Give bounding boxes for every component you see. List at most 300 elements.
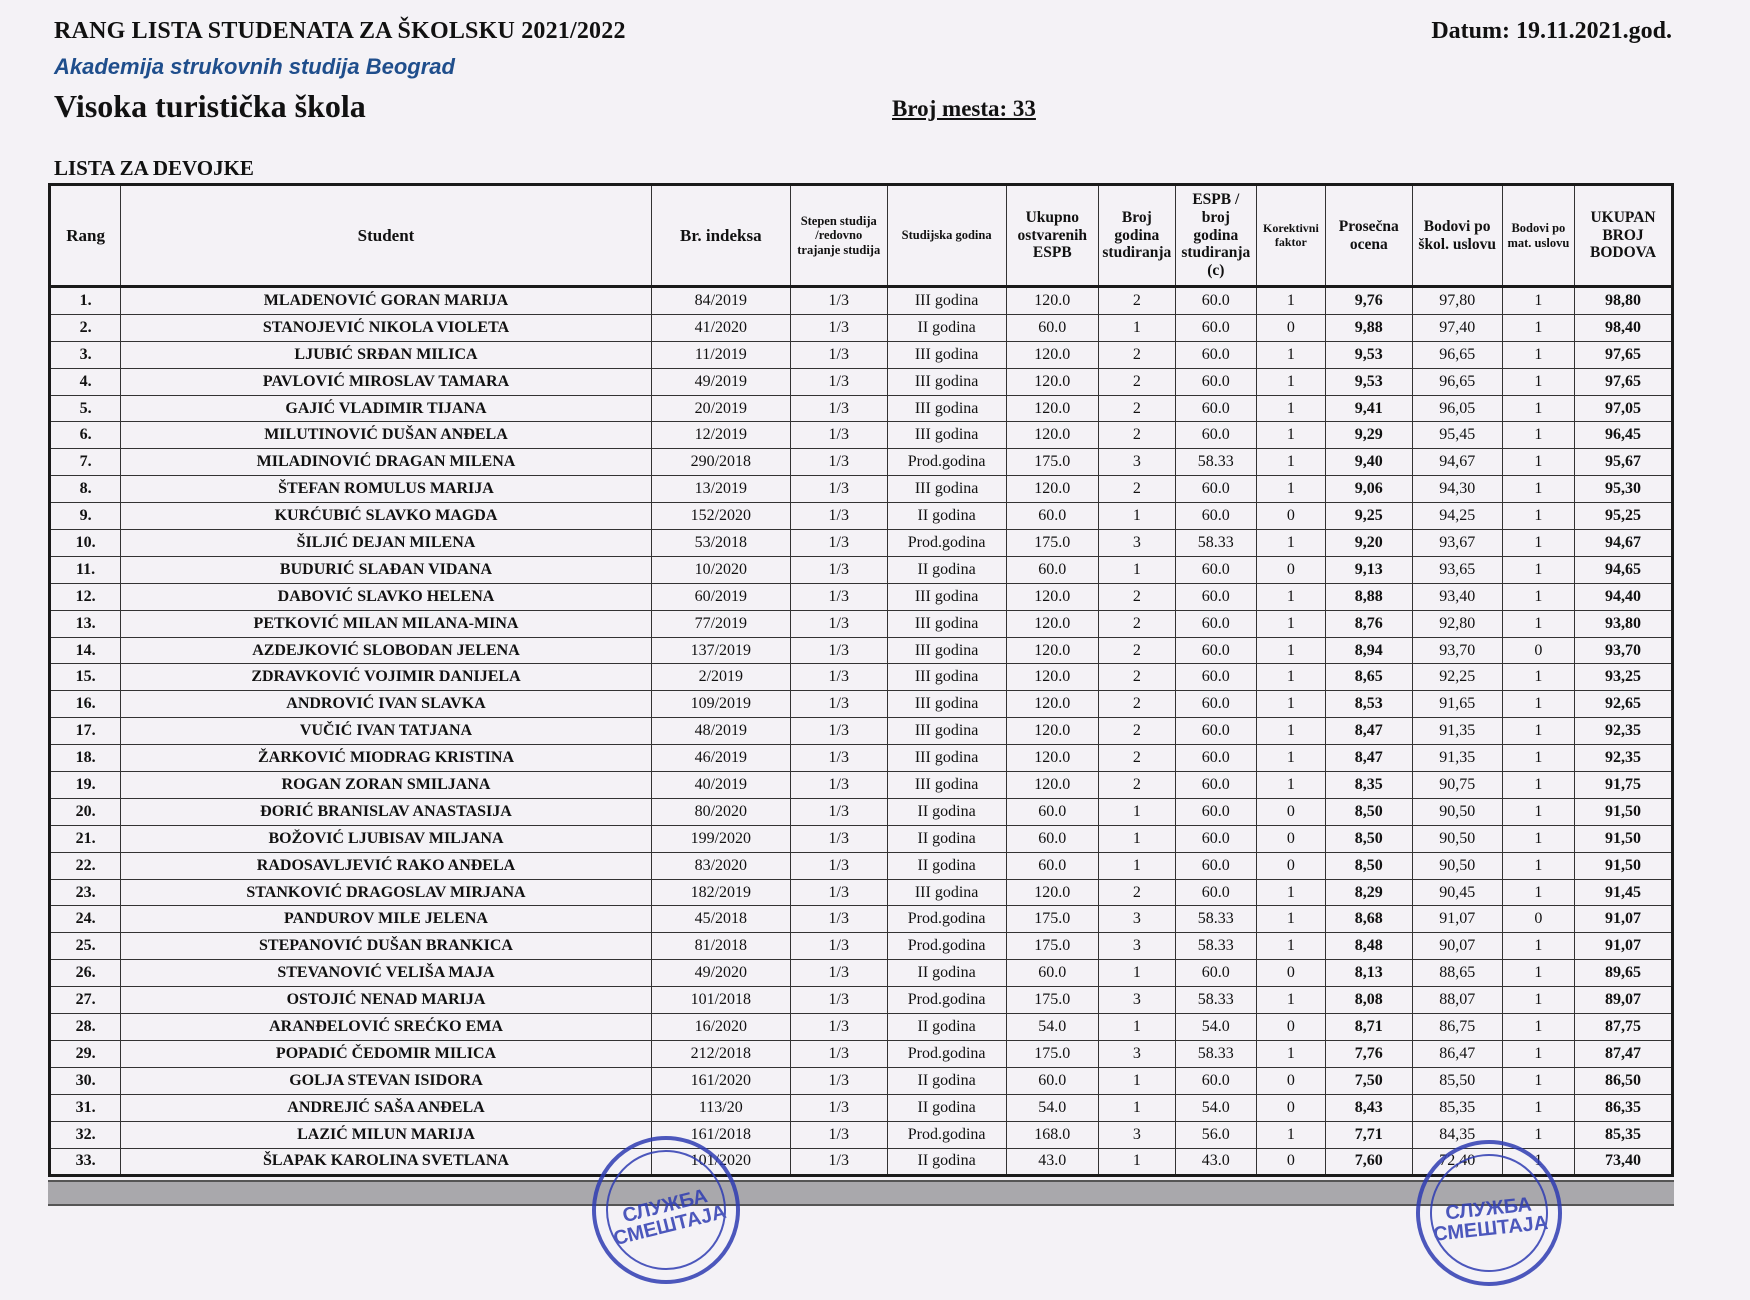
cell-stepen: 1/3 — [790, 368, 887, 395]
cell-broj-godina: 2 — [1098, 422, 1175, 449]
cell-espb: 175.0 — [1006, 987, 1098, 1014]
cell-stepen: 1/3 — [790, 583, 887, 610]
cell-stepen: 1/3 — [790, 503, 887, 530]
cell-espb: 120.0 — [1006, 718, 1098, 745]
cell-godina: Prod.godina — [887, 906, 1006, 933]
cell-korektivni: 1 — [1256, 933, 1325, 960]
cell-korektivni: 1 — [1256, 476, 1325, 503]
header-student: Student — [121, 185, 652, 287]
cell-bodovi-skol: 91,35 — [1412, 745, 1502, 772]
cell-bodovi-mat: 1 — [1502, 960, 1574, 987]
cell-espb: 175.0 — [1006, 906, 1098, 933]
cell-rang: 19. — [50, 772, 121, 799]
table-row — [50, 745, 1673, 772]
cell-stepen: 1/3 — [790, 825, 887, 852]
cell-stepen: 1/3 — [790, 1014, 887, 1041]
cell-godina: II godina — [887, 1148, 1006, 1176]
cell-student: LJUBIĆ SRĐAN MILICA — [121, 341, 652, 368]
cell-godina: III godina — [887, 583, 1006, 610]
table-row — [50, 960, 1673, 987]
cell-broj-godina: 2 — [1098, 879, 1175, 906]
cell-espb: 120.0 — [1006, 476, 1098, 503]
cell-rang: 25. — [50, 933, 121, 960]
cell-stepen: 1/3 — [790, 610, 887, 637]
cell-stepen: 1/3 — [790, 798, 887, 825]
cell-prosek: 8,53 — [1325, 691, 1412, 718]
cell-espb-po-godini: 60.0 — [1175, 825, 1256, 852]
cell-espb: 120.0 — [1006, 368, 1098, 395]
cell-ukupno: 94,40 — [1575, 583, 1673, 610]
cell-indeks: 10/2020 — [651, 556, 790, 583]
cell-indeks: 53/2018 — [651, 530, 790, 557]
cell-indeks: 77/2019 — [651, 610, 790, 637]
cell-student: AZDEJKOVIĆ SLOBODAN JELENA — [121, 637, 652, 664]
cell-espb-po-godini: 60.0 — [1175, 772, 1256, 799]
header-espb: Ukupno ostvarenih ESPB — [1006, 185, 1098, 287]
cell-bodovi-mat: 1 — [1502, 1040, 1574, 1067]
cell-indeks: 12/2019 — [651, 422, 790, 449]
cell-prosek: 8,35 — [1325, 772, 1412, 799]
cell-indeks: 101/2018 — [651, 987, 790, 1014]
cell-ukupno: 89,65 — [1575, 960, 1673, 987]
cell-ukupno: 91,07 — [1575, 906, 1673, 933]
cell-prosek: 8,71 — [1325, 1014, 1412, 1041]
cell-korektivni: 1 — [1256, 610, 1325, 637]
cell-student: ŠLAPAK KAROLINA SVETLANA — [121, 1148, 652, 1176]
cell-bodovi-skol: 93,65 — [1412, 556, 1502, 583]
cell-prosek: 8,47 — [1325, 718, 1412, 745]
cell-ukupno: 98,40 — [1575, 314, 1673, 341]
cell-godina: Prod.godina — [887, 1040, 1006, 1067]
cell-espb: 120.0 — [1006, 341, 1098, 368]
cell-student: ZDRAVKOVIĆ VOJIMIR DANIJELA — [121, 664, 652, 691]
cell-rang: 2. — [50, 314, 121, 341]
cell-godina: II godina — [887, 960, 1006, 987]
school-name: Visoka turistička škola — [54, 88, 366, 124]
cell-rang: 11. — [50, 556, 121, 583]
cell-godina: III godina — [887, 691, 1006, 718]
cell-espb-po-godini: 58.33 — [1175, 933, 1256, 960]
document-date: Datum: 19.11.2021.god. — [1431, 18, 1672, 44]
cell-espb: 175.0 — [1006, 933, 1098, 960]
cell-broj-godina: 1 — [1098, 960, 1175, 987]
cell-broj-godina: 3 — [1098, 987, 1175, 1014]
cell-rang: 29. — [50, 1040, 121, 1067]
cell-prosek: 9,20 — [1325, 530, 1412, 557]
header-broj-godina: Broj godina studiranja — [1098, 185, 1175, 287]
cell-godina: Prod.godina — [887, 933, 1006, 960]
cell-ukupno: 91,75 — [1575, 772, 1673, 799]
cell-rang: 10. — [50, 530, 121, 557]
cell-student: VUČIĆ IVAN TATJANA — [121, 718, 652, 745]
academy-name: Akademija strukovnih studija Beograd — [54, 54, 455, 79]
cell-espb-po-godini: 60.0 — [1175, 664, 1256, 691]
cell-korektivni: 0 — [1256, 960, 1325, 987]
cell-prosek: 8,50 — [1325, 852, 1412, 879]
cell-bodovi-mat: 1 — [1502, 583, 1574, 610]
cell-stepen: 1/3 — [790, 906, 887, 933]
table-row — [50, 287, 1673, 315]
table-row — [50, 1067, 1673, 1094]
cell-indeks: 11/2019 — [651, 341, 790, 368]
cell-ukupno: 97,65 — [1575, 341, 1673, 368]
cell-bodovi-skol: 72,40 — [1412, 1148, 1502, 1176]
cell-espb-po-godini: 60.0 — [1175, 852, 1256, 879]
cell-prosek: 8,08 — [1325, 987, 1412, 1014]
cell-indeks: 40/2019 — [651, 772, 790, 799]
cell-espb-po-godini: 56.0 — [1175, 1121, 1256, 1148]
cell-espb-po-godini: 60.0 — [1175, 610, 1256, 637]
table-row — [50, 395, 1673, 422]
cell-bodovi-skol: 96,65 — [1412, 368, 1502, 395]
cell-indeks: 48/2019 — [651, 718, 790, 745]
cell-broj-godina: 1 — [1098, 314, 1175, 341]
cell-bodovi-mat: 1 — [1502, 1067, 1574, 1094]
cell-rang: 3. — [50, 341, 121, 368]
table-row — [50, 476, 1673, 503]
table-header-row — [50, 185, 1673, 287]
cell-korektivni: 0 — [1256, 1014, 1325, 1041]
cell-prosek: 8,13 — [1325, 960, 1412, 987]
cell-rang: 32. — [50, 1121, 121, 1148]
cell-espb-po-godini: 60.0 — [1175, 422, 1256, 449]
cell-espb: 175.0 — [1006, 449, 1098, 476]
list-title: LISTA ZA DEVOJKE — [54, 156, 254, 180]
cell-espb: 60.0 — [1006, 960, 1098, 987]
cell-korektivni: 0 — [1256, 503, 1325, 530]
cell-bodovi-skol: 96,05 — [1412, 395, 1502, 422]
cell-indeks: 109/2019 — [651, 691, 790, 718]
cell-bodovi-skol: 92,80 — [1412, 610, 1502, 637]
header-stepen: Stepen studija /redovno trajanje studija — [790, 185, 887, 287]
cell-stepen: 1/3 — [790, 691, 887, 718]
cell-ukupno: 93,80 — [1575, 610, 1673, 637]
cell-stepen: 1/3 — [790, 449, 887, 476]
cell-indeks: 49/2020 — [651, 960, 790, 987]
cell-student: STANOJEVIĆ NIKOLA VIOLETA — [121, 314, 652, 341]
cell-ukupno: 92,35 — [1575, 745, 1673, 772]
cell-rang: 12. — [50, 583, 121, 610]
cell-student: ARANĐELOVIĆ SREĆKO EMA — [121, 1014, 652, 1041]
header-bodovi-mat: Bodovi po mat. uslovu — [1502, 185, 1574, 287]
cell-student: ŠILJIĆ DEJAN MILENA — [121, 530, 652, 557]
cell-bodovi-mat: 1 — [1502, 610, 1574, 637]
cell-godina: III godina — [887, 422, 1006, 449]
cell-ukupno: 95,67 — [1575, 449, 1673, 476]
cell-stepen: 1/3 — [790, 287, 887, 315]
cell-korektivni: 1 — [1256, 395, 1325, 422]
cell-bodovi-skol: 96,65 — [1412, 341, 1502, 368]
cell-bodovi-skol: 91,65 — [1412, 691, 1502, 718]
cell-espb-po-godini: 60.0 — [1175, 314, 1256, 341]
cell-espb-po-godini: 60.0 — [1175, 476, 1256, 503]
cell-broj-godina: 2 — [1098, 341, 1175, 368]
cell-rang: 31. — [50, 1094, 121, 1121]
cell-espb-po-godini: 60.0 — [1175, 798, 1256, 825]
cell-ukupno: 87,75 — [1575, 1014, 1673, 1041]
cell-espb-po-godini: 60.0 — [1175, 287, 1256, 315]
cell-bodovi-skol: 85,35 — [1412, 1094, 1502, 1121]
cell-indeks: 83/2020 — [651, 852, 790, 879]
cell-godina: Prod.godina — [887, 987, 1006, 1014]
cell-bodovi-skol: 91,07 — [1412, 906, 1502, 933]
cell-student: PAVLOVIĆ MIROSLAV TAMARA — [121, 368, 652, 395]
cell-korektivni: 1 — [1256, 906, 1325, 933]
cell-prosek: 8,76 — [1325, 610, 1412, 637]
cell-espb-po-godini: 43.0 — [1175, 1148, 1256, 1176]
cell-prosek: 9,13 — [1325, 556, 1412, 583]
table-row — [50, 718, 1673, 745]
cell-korektivni: 1 — [1256, 530, 1325, 557]
cell-stepen: 1/3 — [790, 637, 887, 664]
cell-indeks: 182/2019 — [651, 879, 790, 906]
cell-ukupno: 98,80 — [1575, 287, 1673, 315]
cell-rang: 28. — [50, 1014, 121, 1041]
table-row — [50, 637, 1673, 664]
cell-stepen: 1/3 — [790, 476, 887, 503]
cell-student: MILADINOVIĆ DRAGAN MILENA — [121, 449, 652, 476]
cell-prosek: 9,29 — [1325, 422, 1412, 449]
cell-espb-po-godini: 54.0 — [1175, 1014, 1256, 1041]
cell-korektivni: 1 — [1256, 422, 1325, 449]
cell-bodovi-skol: 90,50 — [1412, 852, 1502, 879]
cell-espb: 120.0 — [1006, 745, 1098, 772]
cell-broj-godina: 2 — [1098, 772, 1175, 799]
cell-bodovi-skol: 90,45 — [1412, 879, 1502, 906]
cell-bodovi-mat: 1 — [1502, 530, 1574, 557]
cell-espb: 120.0 — [1006, 772, 1098, 799]
cell-korektivni: 1 — [1256, 664, 1325, 691]
cell-bodovi-skol: 90,75 — [1412, 772, 1502, 799]
cell-ukupno: 97,05 — [1575, 395, 1673, 422]
cell-espb-po-godini: 60.0 — [1175, 341, 1256, 368]
cell-korektivni: 1 — [1256, 583, 1325, 610]
cell-godina: III godina — [887, 718, 1006, 745]
cell-indeks: 81/2018 — [651, 933, 790, 960]
cell-espb: 60.0 — [1006, 825, 1098, 852]
cell-rang: 5. — [50, 395, 121, 422]
cell-korektivni: 1 — [1256, 879, 1325, 906]
cell-student: ROGAN ZORAN SMILJANA — [121, 772, 652, 799]
cell-ukupno: 89,07 — [1575, 987, 1673, 1014]
table-row — [50, 1094, 1673, 1121]
header-godina: Studijska godina — [887, 185, 1006, 287]
cell-rang: 14. — [50, 637, 121, 664]
cell-bodovi-mat: 1 — [1502, 1014, 1574, 1041]
cell-godina: II godina — [887, 503, 1006, 530]
cell-student: BUDURIĆ SLAĐAN VIDANA — [121, 556, 652, 583]
cell-indeks: 41/2020 — [651, 314, 790, 341]
cell-godina: Prod.godina — [887, 449, 1006, 476]
cell-espb: 120.0 — [1006, 395, 1098, 422]
cell-student: MILUTINOVIĆ DUŠAN ANĐELA — [121, 422, 652, 449]
cell-broj-godina: 1 — [1098, 1148, 1175, 1176]
cell-indeks: 137/2019 — [651, 637, 790, 664]
cell-rang: 4. — [50, 368, 121, 395]
cell-godina: Prod.godina — [887, 530, 1006, 557]
cell-ukupno: 97,65 — [1575, 368, 1673, 395]
cell-indeks: 45/2018 — [651, 906, 790, 933]
cell-student: KURĆUBIĆ SLAVKO MAGDA — [121, 503, 652, 530]
cell-rang: 8. — [50, 476, 121, 503]
cell-godina: III godina — [887, 476, 1006, 503]
cell-rang: 17. — [50, 718, 121, 745]
cell-prosek: 8,47 — [1325, 745, 1412, 772]
cell-student: STEPANOVIĆ DUŠAN BRANKICA — [121, 933, 652, 960]
cell-espb: 43.0 — [1006, 1148, 1098, 1176]
cell-broj-godina: 2 — [1098, 287, 1175, 315]
cell-espb-po-godini: 60.0 — [1175, 718, 1256, 745]
cell-godina: II godina — [887, 825, 1006, 852]
cell-bodovi-mat: 1 — [1502, 933, 1574, 960]
cell-bodovi-mat: 1 — [1502, 556, 1574, 583]
cell-broj-godina: 3 — [1098, 933, 1175, 960]
cell-indeks: 16/2020 — [651, 1014, 790, 1041]
cell-bodovi-skol: 90,07 — [1412, 933, 1502, 960]
cell-espb-po-godini: 60.0 — [1175, 960, 1256, 987]
cell-godina: III godina — [887, 745, 1006, 772]
cell-ukupno: 86,50 — [1575, 1067, 1673, 1094]
cell-godina: III godina — [887, 879, 1006, 906]
cell-korektivni: 1 — [1256, 287, 1325, 315]
cell-bodovi-mat: 1 — [1502, 825, 1574, 852]
cell-rang: 13. — [50, 610, 121, 637]
cell-ukupno: 87,47 — [1575, 1040, 1673, 1067]
cell-ukupno: 91,45 — [1575, 879, 1673, 906]
cell-rang: 22. — [50, 852, 121, 879]
header-bodovi-skol: Bodovi po škol. uslovu — [1412, 185, 1502, 287]
cell-ukupno: 91,50 — [1575, 825, 1673, 852]
cell-espb: 120.0 — [1006, 583, 1098, 610]
cell-rang: 23. — [50, 879, 121, 906]
cell-indeks: 161/2020 — [651, 1067, 790, 1094]
cell-godina: II godina — [887, 314, 1006, 341]
cell-broj-godina: 2 — [1098, 664, 1175, 691]
cell-godina: Prod.godina — [887, 1121, 1006, 1148]
cell-broj-godina: 2 — [1098, 718, 1175, 745]
cell-stepen: 1/3 — [790, 745, 887, 772]
cell-broj-godina: 1 — [1098, 503, 1175, 530]
cell-prosek: 7,50 — [1325, 1067, 1412, 1094]
cell-bodovi-mat: 1 — [1502, 422, 1574, 449]
table-row — [50, 1121, 1673, 1148]
cell-espb: 120.0 — [1006, 610, 1098, 637]
cell-espb: 120.0 — [1006, 287, 1098, 315]
cell-ukupno: 92,35 — [1575, 718, 1673, 745]
cell-bodovi-mat: 0 — [1502, 637, 1574, 664]
cell-bodovi-mat: 1 — [1502, 772, 1574, 799]
cell-bodovi-skol: 88,65 — [1412, 960, 1502, 987]
cell-espb: 54.0 — [1006, 1094, 1098, 1121]
cell-espb-po-godini: 58.33 — [1175, 906, 1256, 933]
cell-prosek: 9,40 — [1325, 449, 1412, 476]
cell-ukupno: 91,07 — [1575, 933, 1673, 960]
cell-indeks: 20/2019 — [651, 395, 790, 422]
cell-bodovi-skol: 97,40 — [1412, 314, 1502, 341]
cell-rang: 1. — [50, 287, 121, 315]
cell-bodovi-mat: 1 — [1502, 987, 1574, 1014]
cell-bodovi-mat: 1 — [1502, 852, 1574, 879]
cell-stepen: 1/3 — [790, 772, 887, 799]
cell-godina: III godina — [887, 287, 1006, 315]
cell-bodovi-mat: 1 — [1502, 476, 1574, 503]
cell-bodovi-skol: 90,50 — [1412, 825, 1502, 852]
cell-korektivni: 1 — [1256, 718, 1325, 745]
cell-espb-po-godini: 60.0 — [1175, 745, 1256, 772]
table-row — [50, 906, 1673, 933]
cell-bodovi-skol: 93,67 — [1412, 530, 1502, 557]
cell-korektivni: 0 — [1256, 314, 1325, 341]
cell-bodovi-mat: 1 — [1502, 449, 1574, 476]
cell-espb: 60.0 — [1006, 314, 1098, 341]
cell-bodovi-skol: 94,25 — [1412, 503, 1502, 530]
cell-broj-godina: 3 — [1098, 906, 1175, 933]
table-row — [50, 933, 1673, 960]
cell-stepen: 1/3 — [790, 530, 887, 557]
cell-stepen: 1/3 — [790, 314, 887, 341]
stamp-text: СЛУЖБА СМЕШТАЈА — [611, 1184, 729, 1251]
cell-espb: 54.0 — [1006, 1014, 1098, 1041]
cell-espb: 120.0 — [1006, 422, 1098, 449]
cell-godina: III godina — [887, 610, 1006, 637]
cell-broj-godina: 2 — [1098, 395, 1175, 422]
cell-broj-godina: 2 — [1098, 368, 1175, 395]
cell-espb-po-godini: 60.0 — [1175, 637, 1256, 664]
cell-rang: 15. — [50, 664, 121, 691]
cell-korektivni: 1 — [1256, 368, 1325, 395]
cell-ukupno: 85,35 — [1575, 1121, 1673, 1148]
cell-indeks: 46/2019 — [651, 745, 790, 772]
cell-stepen: 1/3 — [790, 879, 887, 906]
cell-broj-godina: 3 — [1098, 1040, 1175, 1067]
cell-bodovi-skol: 90,50 — [1412, 798, 1502, 825]
cell-bodovi-mat: 1 — [1502, 1094, 1574, 1121]
cell-ukupno: 86,35 — [1575, 1094, 1673, 1121]
cell-bodovi-mat: 1 — [1502, 691, 1574, 718]
cell-stepen: 1/3 — [790, 341, 887, 368]
cell-korektivni: 1 — [1256, 1040, 1325, 1067]
cell-rang: 27. — [50, 987, 121, 1014]
cell-bodovi-skol: 88,07 — [1412, 987, 1502, 1014]
cell-godina: III godina — [887, 772, 1006, 799]
cell-korektivni: 0 — [1256, 556, 1325, 583]
cell-stepen: 1/3 — [790, 1067, 887, 1094]
cell-bodovi-skol: 84,35 — [1412, 1121, 1502, 1148]
cell-espb: 120.0 — [1006, 879, 1098, 906]
cell-espb: 120.0 — [1006, 664, 1098, 691]
cell-rang: 18. — [50, 745, 121, 772]
cell-espb: 168.0 — [1006, 1121, 1098, 1148]
cell-broj-godina: 2 — [1098, 745, 1175, 772]
cell-broj-godina: 3 — [1098, 1121, 1175, 1148]
cell-espb: 120.0 — [1006, 637, 1098, 664]
cell-prosek: 8,48 — [1325, 933, 1412, 960]
cell-espb: 60.0 — [1006, 1067, 1098, 1094]
cell-student: STANKOVIĆ DRAGOSLAV MIRJANA — [121, 879, 652, 906]
cell-broj-godina: 2 — [1098, 583, 1175, 610]
cell-korektivni: 0 — [1256, 1067, 1325, 1094]
table-row — [50, 314, 1673, 341]
cell-prosek: 8,94 — [1325, 637, 1412, 664]
cell-godina: III godina — [887, 341, 1006, 368]
cell-broj-godina: 3 — [1098, 530, 1175, 557]
cell-bodovi-mat: 1 — [1502, 798, 1574, 825]
cell-korektivni: 0 — [1256, 1094, 1325, 1121]
cell-student: ŽARKOVIĆ MIODRAG KRISTINA — [121, 745, 652, 772]
cell-bodovi-mat: 1 — [1502, 341, 1574, 368]
cell-ukupno: 93,25 — [1575, 664, 1673, 691]
cell-rang: 9. — [50, 503, 121, 530]
